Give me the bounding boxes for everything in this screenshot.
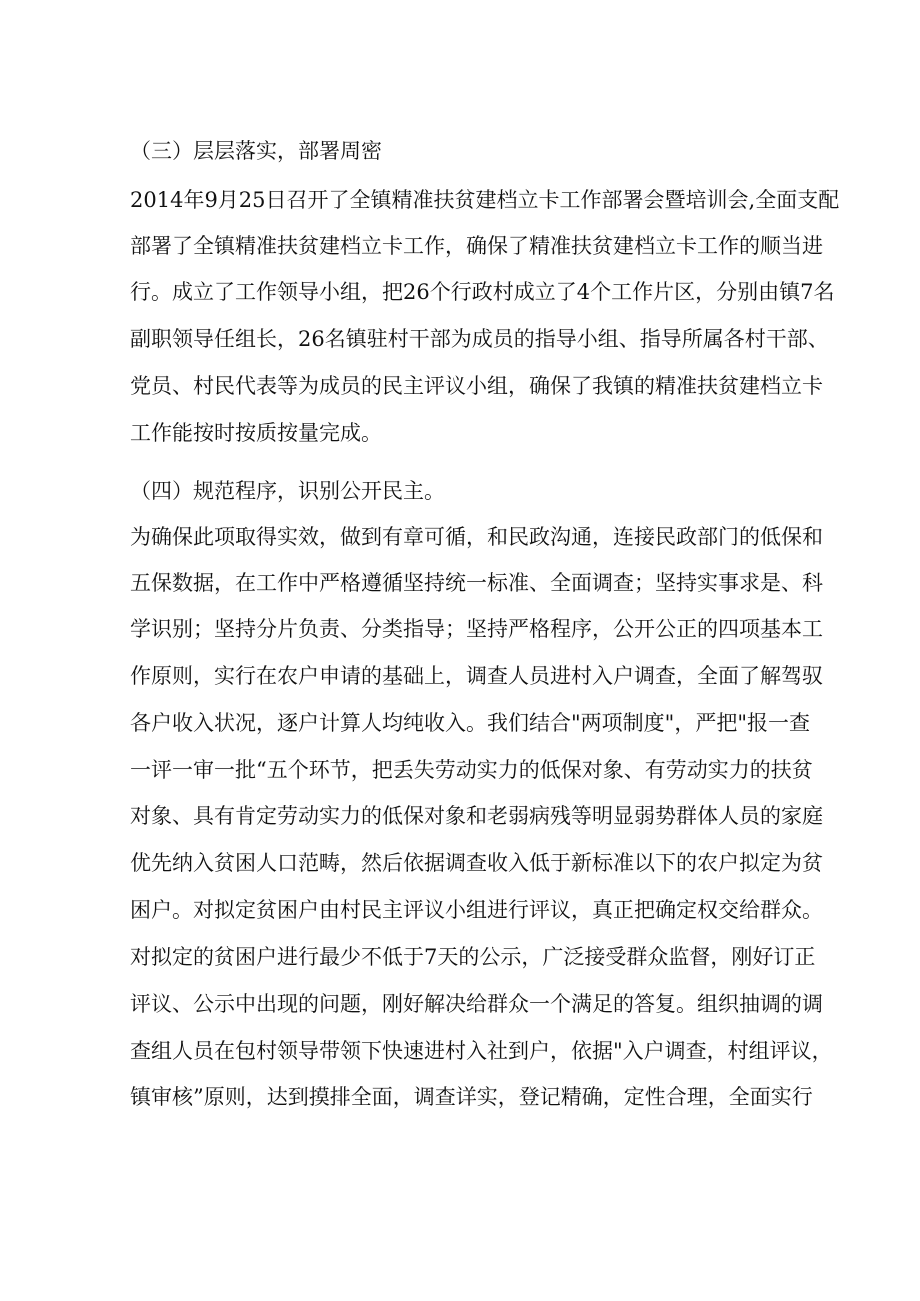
paragraph-line: 作原则，实行在农户申请的基础上，调查人员进村入户调查，全面了解驾驭 (130, 664, 823, 688)
paragraph-line: 副职领导任组长，26名镇驻村干部为成员的指导小组、指导所属各村干部、 (130, 327, 829, 351)
paragraph-line: 评议、公示中出现的问题，刚好解决给群众一个满足的答复。组织抽调的调 (130, 992, 823, 1016)
paragraph-line: 五保数据，在工作中严格遵循坚持统一标准、全面调查；坚持实事求是、科 (130, 571, 823, 595)
paragraph-line: 各户收入状况，逐户计算人均纯收入。我们结合"两项制度"，严把"报一查 (130, 711, 810, 735)
paragraph-line: 党员、村民代表等为成员的民主评议小组，确保了我镇的精准扶贫建档立卡 (130, 374, 823, 398)
paragraph-line: 学识别；坚持分片负责、分类指导；坚持严格程序，公开公正的四项基本工 (130, 617, 823, 641)
paragraph-line: 对拟定的贫困户进行最少不低于7天的公示，广泛接受群众监督，刚好订正 (130, 945, 816, 969)
paragraph-line: 镇审核”原则，达到摸排全面，调查详实，登记精确，定性合理，全面实行 (130, 1085, 813, 1109)
paragraph-line: 2014年9月25日召开了全镇精准扶贫建档立卡工作部署会暨培训会,全面支配 (130, 188, 840, 212)
paragraph-line: 行。成立了工作领导小组，把26个行政村成立了4个工作片区，分别由镇7名 (130, 280, 835, 304)
section-heading-4: （四）规范程序，识别公开民主。 (130, 479, 445, 503)
paragraph-line: 一评一审一批“五个环节，把丢失劳动实力的低保对象、有劳动实力的扶贫 (130, 758, 813, 782)
paragraph-line: 工作能按时按质按量完成。 (130, 421, 382, 445)
paragraph-line: 部署了全镇精准扶贫建档立卡工作，确保了精准扶贫建档立卡工作的顺当进 (130, 234, 823, 258)
paragraph-line: 困户。对拟定贫困户由村民主评议小组进行评议，真正把确定权交给群众。 (130, 898, 823, 922)
paragraph-line: 优先纳入贫困人口范畴，然后依据调查收入低于新标准以下的农户拟定为贫 (130, 851, 823, 875)
section-heading-3: （三）层层落实，部署周密 (130, 139, 382, 163)
paragraph-line: 为确保此项取得实效，做到有章可循，和民政沟通，连接民政部门的低保和 (130, 525, 823, 549)
paragraph-line: 对象、具有肯定劳动实力的低保对象和老弱病残等明显弱势群体人员的家庭 (130, 804, 823, 828)
paragraph-line: 查组人员在包村领导带领下快速进村入社到户，依据"入户调查，村组评议， (130, 1039, 833, 1063)
